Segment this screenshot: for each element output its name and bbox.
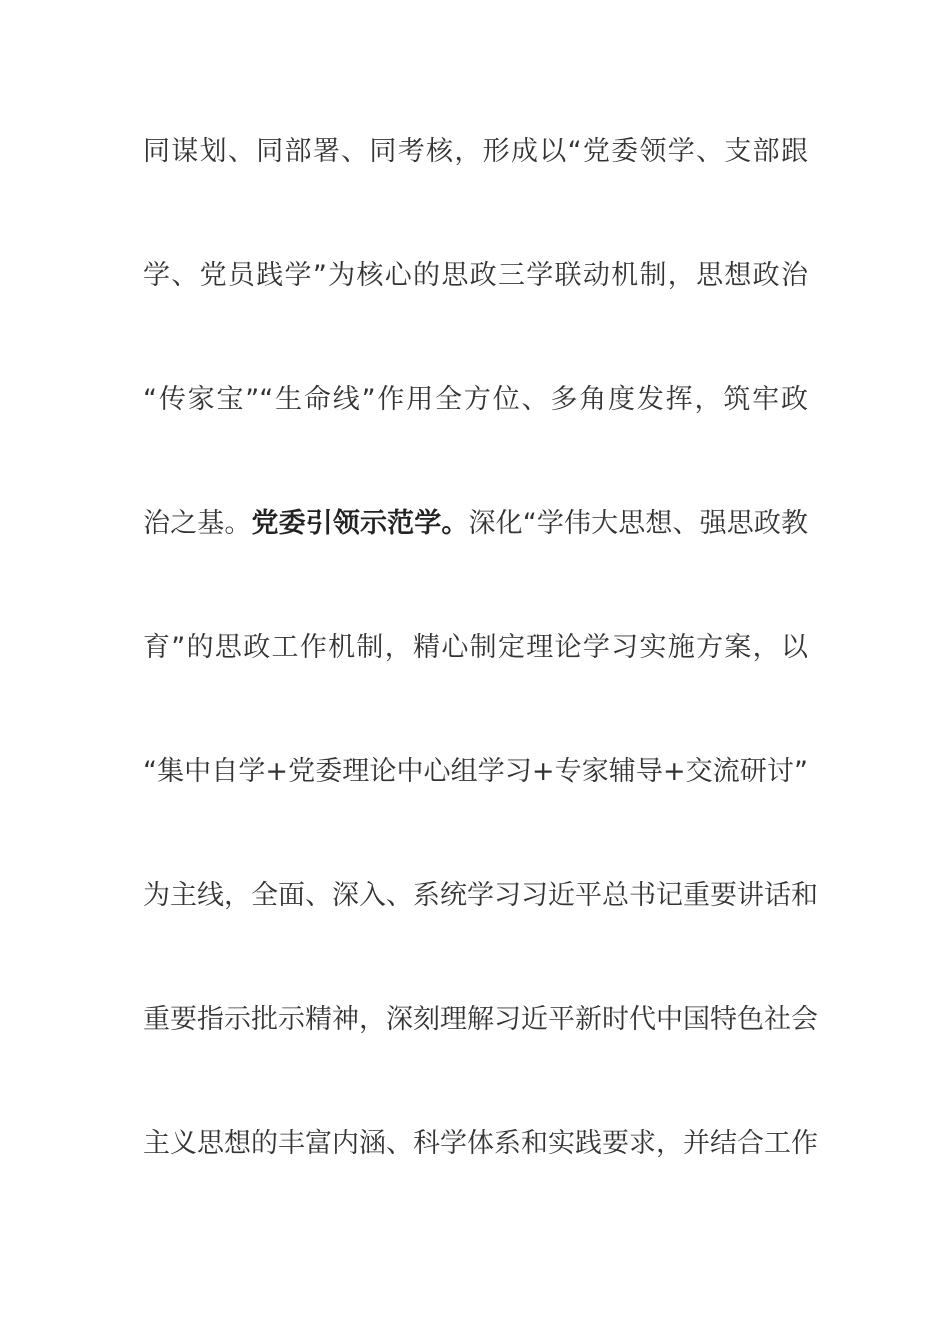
paragraph-line-with-heading <box>143 504 808 544</box>
paragraph-line: “传家宝”“生命线”作用全方位、多角度发挥，筑牢政 <box>143 384 808 415</box>
paragraph-line: 育”的思政工作机制，精心制定理论学习实施方案，以 <box>143 632 808 663</box>
paragraph-line: 为主线，全面、深入、系统学习习近平总书记重要讲话和 <box>143 880 818 911</box>
text-segment: 深化“学伟大思想、强思政教 <box>468 508 808 539</box>
inline-bold-heading: 党委引领示范学。 <box>251 508 469 539</box>
paragraph-line: 同谋划、同部署、同考核，形成以“党委领学、支部跟 <box>143 136 808 167</box>
paragraph-line: 主义思想的丰富内涵、科学体系和实践要求，并结合工作 <box>143 1128 818 1159</box>
paragraph-line: 学、党员践学”为核心的思政三学联动机制，思想政治 <box>143 260 808 291</box>
text-segment: 治之基。 <box>143 508 252 539</box>
paragraph-line: 重要指示批示精神，深刻理解习近平新时代中国特色社会 <box>143 1004 818 1035</box>
paragraph-line: “集中自学+党委理论中心组学习+专家辅导+交流研讨” <box>143 756 808 787</box>
